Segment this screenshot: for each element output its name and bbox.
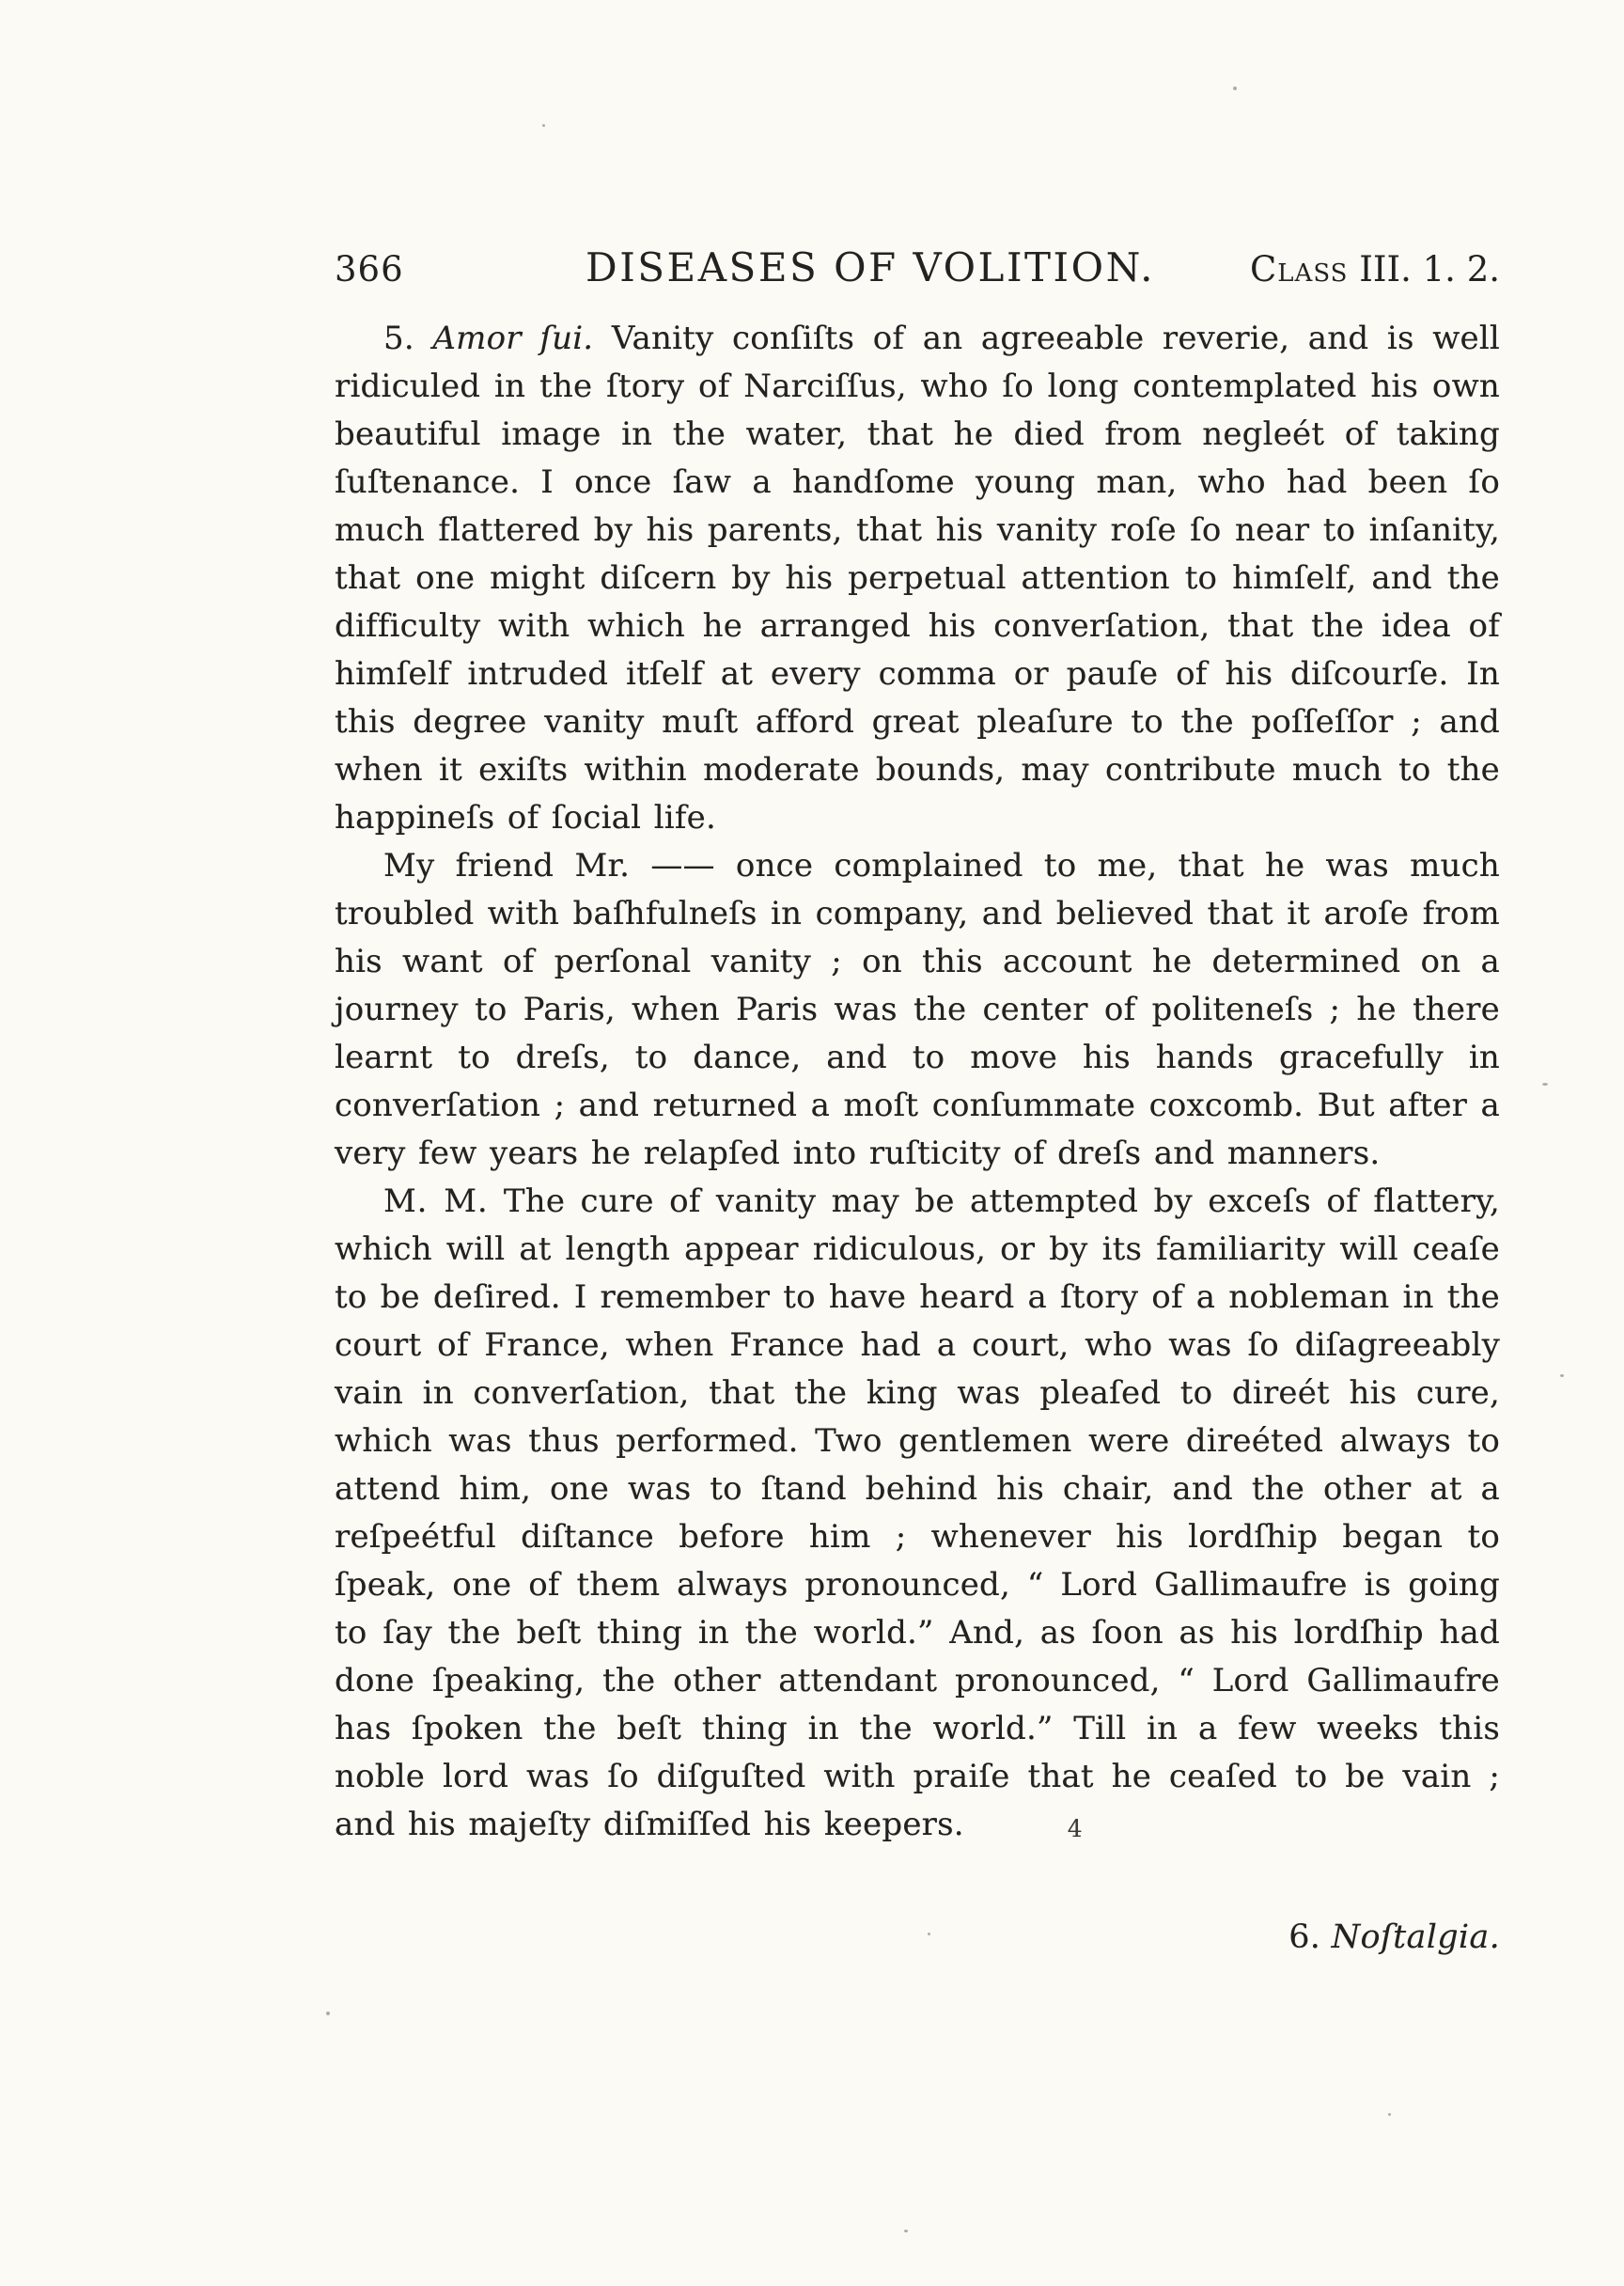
page-header [335,244,1500,290]
scan-speck [542,124,545,127]
class-word: Class [1249,249,1349,290]
paragraph-text: The cure of vanity may be attempted by exceſs of flattery, which will at length appear ridiculous, or by its familiarity will ceaſe to be deſired. I remember to have heard a ſtory of a nobleman in the court of France, when France had a court, who was ſo diſagreeably vain in converſation, that the king was pleaſed to direét his cure, which was thus performed. Two gentlemen were direéted always to attend him, one was to ſtand behind his chair, and the other at a reſpeétful diſtance before him ; whenever his lordſhip began to ſpeak, one of them always pronounced, “ Lord Gallimaufre is going to ſay the beſt thing in the world.” And, as ſoon as his lordſhip had done ſpeaking, the other attendant pronounced, “ Lord Gallimaufre has ſpoken the beſt thing in the world.” Till in a few weeks this noble lord was ſo diſguſted with praiſe that he ceaſed to be vain ; and his majeſty diſmiſſed his keepers. [335,1182,1500,1843]
paragraph-text: My friend Mr. —— once complained to me, that he was much troubled with baſhfulneſs in company, and believed that it aroſe from his want of perſonal vanity ; on this account he determined on a journey to Paris, when Paris was the center of politeneſs ; he there learnt to dreſs, to dance, and to move his hands gracefully in converſation ; and returned a moſt conſummate coxcomb. But after a very few years he relapſed into ruſticity of dreſs and manners. [335,847,1500,1172]
page-content [335,244,1500,1956]
materia-medica-abbrev: M. M. [383,1182,489,1220]
paragraph-amor-sui [335,315,1500,842]
paragraph-text: Vanity conſiſts of an agreeable reverie, and is well ridiculed in the ſtory of Narciſſus, who ſo long contemplated his own beautiful image in the water, that he died from negleét of taking ſuſtenance. I once ſaw a handſome young man, who had been ſo much flattered by his parents, that his vanity roſe ſo near to inſanity, that one might diſcern by his perpetual attention to himſelf, and the difficulty with which he arranged his converſation, that the idea of himſelf intruded itſelf at every comma or pauſe of his diſcourſe. In this degree vanity muſt afford great pleaſure to the poſſeſſor ; and when it exiſts within moderate bounds, may contribute much to the happineſs of ſocial life. [335,320,1500,837]
body-text [335,315,1500,1851]
class-numerals: III. 1. 2. [1348,249,1500,290]
catchword: Noſtalgia. [1331,1918,1500,1956]
catchword-line [335,1918,1500,1956]
section-number: 5. [383,320,433,357]
press-figure: 4 [1067,1815,1083,1842]
scan-speck [1560,1374,1564,1377]
class-label [1218,249,1500,290]
page-number: 366 [335,249,404,290]
catchword-number: 6. [1288,1918,1332,1956]
scan-speck [326,2012,330,2015]
scan-speck [904,2230,908,2232]
running-title: DISEASES OF VOLITION. [586,244,1155,290]
paragraph-cure [335,1178,1500,1851]
paragraph-anecdote [335,842,1500,1178]
section-title-italic: Amor ſui. [432,320,594,357]
scan-speck [1542,1083,1548,1086]
scan-speck [1388,2113,1391,2116]
scan-speck [1233,86,1237,90]
